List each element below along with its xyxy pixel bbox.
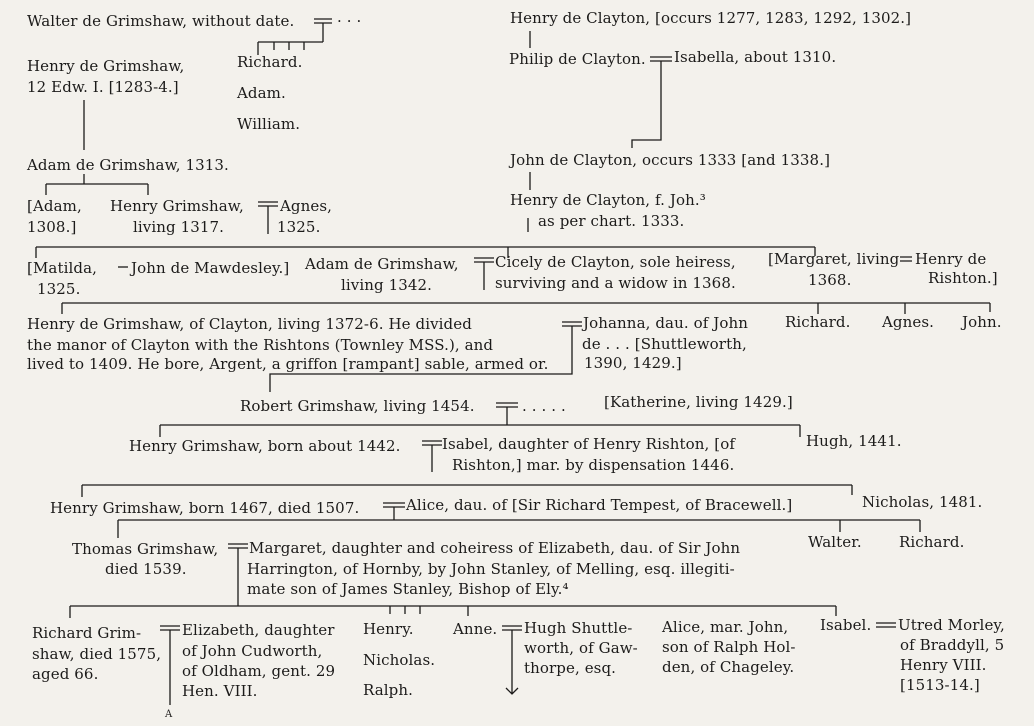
person-margaret-1368-l2: 1368. [808,271,852,289]
person-adam-de-grimshaw-1342-l1: Adam de Grimshaw, [305,255,459,273]
person-john-de-clayton: John de Clayton, occurs 1333 [and 1338.] [510,151,831,169]
marriage-mark-thomas-margaret [228,544,248,606]
spouse-margaret-harrington-l2: Harrington, of Hornby, by John Stanley, of Melling, esq. illegiti- [247,560,735,578]
person-henry-grimshaw-1317-l2: living 1317. [133,218,225,236]
person-alice-holden-l2: son of Ralph Hol- [662,638,796,656]
spouse-johanna-l1: Johanna, dau. of John [583,314,749,332]
spouse-elizabeth-cudworth-l1: Elizabeth, daughter [182,621,335,639]
spouse-john-de-mawdesley: John de Mawdesley.] [131,259,290,277]
person-robert-grimshaw: Robert Grimshaw, living 1454. [240,397,475,415]
person-thomas-grimshaw-l2: died 1539. [105,560,187,578]
person-henry-de-clayton: Henry de Clayton, [occurs 1277, 1283, 1292, 1302.] [510,9,912,27]
spouse-walter-unknown: · · · [337,12,362,30]
spouse-henry-de-rishton-l2: Rishton.] [928,269,998,287]
continuation-marker-a: A [165,709,173,720]
spouse-elizabeth-cudworth-l3: of Oldham, gent. 29 [182,662,336,680]
marriage-mark-henry-agnes [258,202,278,234]
spouse-cicely-de-clayton-l1: Cicely de Clayton, sole heiress, [495,253,736,271]
person-agnes-gen6: Agnes. [882,313,935,331]
person-richard: Richard. [237,53,303,71]
marriage-mark-richard-elizabeth [160,626,180,705]
spouse-hugh-shuttleworth-l1: Hugh Shuttle- [524,619,633,637]
person-adam-de-grimshaw-1313: Adam de Grimshaw, 1313. [27,156,229,174]
marriage-mark-henry-alice [383,503,405,520]
spouse-johanna-l2: de . . . [Shuttleworth, [582,335,747,353]
person-henry-de-grimshaw-clayton-l2: the manor of Clayton with the Rishtons (Townley MSS.), and [27,336,494,354]
person-adam: Adam. [237,84,286,102]
person-henry-de-grimshaw-l2: 12 Edw. I. [1283-4.] [27,78,179,96]
marriage-mark-henry-isabel [422,441,442,472]
person-william: William. [237,115,301,133]
person-adam-1308-l2: 1308.] [27,218,77,236]
person-henry-grimshaw-1442: Henry Grimshaw, born about 1442. [129,437,401,455]
person-alice-holden-l3: den, of Chageley. [662,658,795,676]
spouse-hugh-shuttleworth-l3: thorpe, esq. [524,659,617,677]
spouse-isabella: Isabella, about 1310. [674,48,837,66]
marriage-mark-adam-cicely [474,258,494,290]
marriage-mark-walter [314,19,332,42]
person-nicholas-1481: Nicholas, 1481. [862,493,983,511]
spouse-utred-morley-l2: of Braddyll, 5 [900,636,1005,654]
marriage-mark-margaret [900,257,912,261]
spouse-utred-morley-l3: Henry VIII. [900,656,987,674]
spouse-isabel-rishton-l2: Rishton,] mar. by dispensation 1446. [452,456,735,474]
spouse-robert-unknown: . . . . . [522,397,566,415]
person-isabel-gen11: Isabel. [820,616,872,634]
person-henry-de-clayton-1333-l2: as per chart. 1333. [538,212,685,230]
person-henry-de-grimshaw-clayton-l1: Henry de Grimshaw, of Clayton, living 1372-6. He divided [27,315,472,333]
descent-adam-cicely-children [62,303,990,314]
spouse-isabel-rishton-l1: Isabel, daughter of Henry Rishton, [of [442,435,736,453]
person-adam-1308-l1: [Adam, [27,197,82,215]
spouse-johanna-l3: 1390, 1429.] [584,354,682,372]
spouse-henry-de-rishton-l1: Henry de [915,250,987,268]
descent-adam-children [46,174,148,195]
person-henry-gen11: Henry. [363,620,414,638]
marriage-mark-philip [632,57,672,148]
spouse-hugh-shuttleworth-l2: worth, of Gaw- [524,639,638,657]
person-matilda-l2: 1325. [37,280,81,298]
person-margaret-1368-l1: [Margaret, living [768,250,900,268]
spouse-utred-morley-l4: [1513-14.] [900,676,980,694]
person-matilda-l1: [Matilda, [27,259,97,277]
person-hugh-1441: Hugh, 1441. [806,432,902,450]
spouse-elizabeth-cudworth-l4: Hen. VIII. [182,682,258,700]
person-anne: Anne. [453,620,498,638]
person-richard-grimshaw-l3: aged 66. [32,665,99,683]
person-henry-de-grimshaw-clayton-l3: lived to 1409. He bore, Argent, a griffon [rampant] sable, armed or. [27,355,549,373]
person-henry-grimshaw-1467: Henry Grimshaw, born 1467, died 1507. [50,499,360,517]
marriage-mark-anne-hugh [502,626,522,694]
person-walter-de-grimshaw: Walter de Grimshaw, without date. [27,12,295,30]
person-walter-gen10: Walter. [808,533,862,551]
person-alice-holden-l1: Alice, mar. John, [662,618,789,636]
spouse-margaret-harrington-l1: Margaret, daughter and coheiress of Elizabeth, dau. of Sir John [249,539,741,557]
marriage-mark-isabel-utred [876,623,896,627]
person-richard-gen10: Richard. [899,533,965,551]
person-richard-gen6: Richard. [785,313,851,331]
spouse-utred-morley-l1: Utred Morley, [898,616,1005,634]
spouse-elizabeth-cudworth-l2: of John Cudworth, [182,642,323,660]
person-henry-de-clayton-1333-l1: Henry de Clayton, f. Joh.³ [510,191,706,209]
person-nicholas-gen11: Nicholas. [363,651,436,669]
marriage-mark-robert [496,403,518,425]
spouse-agnes-l2: 1325. [277,218,321,236]
person-ralph-gen11: Ralph. [363,681,414,699]
spouse-cicely-de-clayton-l2: surviving and a widow in 1368. [495,274,736,292]
person-thomas-grimshaw-l1: Thomas Grimshaw, [72,540,219,558]
person-richard-grimshaw-l1: Richard Grim- [32,624,142,642]
person-philip-de-clayton: Philip de Clayton. [509,50,646,68]
person-adam-de-grimshaw-1342-l2: living 1342. [341,276,433,294]
spouse-agnes-l1: Agnes, [280,197,333,215]
spouse-alice-tempest: Alice, dau. of [Sir Richard Tempest, of Bracewell.] [406,496,793,514]
person-richard-grimshaw-l2: shaw, died 1575, [32,645,162,663]
person-henry-grimshaw-1317-l1: Henry Grimshaw, [110,197,244,215]
person-henry-de-grimshaw-l1: Henry de Grimshaw, [27,57,185,75]
person-katherine: [Katherine, living 1429.] [604,393,793,411]
person-john-gen6: John. [962,313,1002,331]
descent-henry-alice-children [118,520,920,538]
spouse-margaret-harrington-l3: mate son of James Stanley, Bishop of Ely.⁴ [247,580,569,598]
